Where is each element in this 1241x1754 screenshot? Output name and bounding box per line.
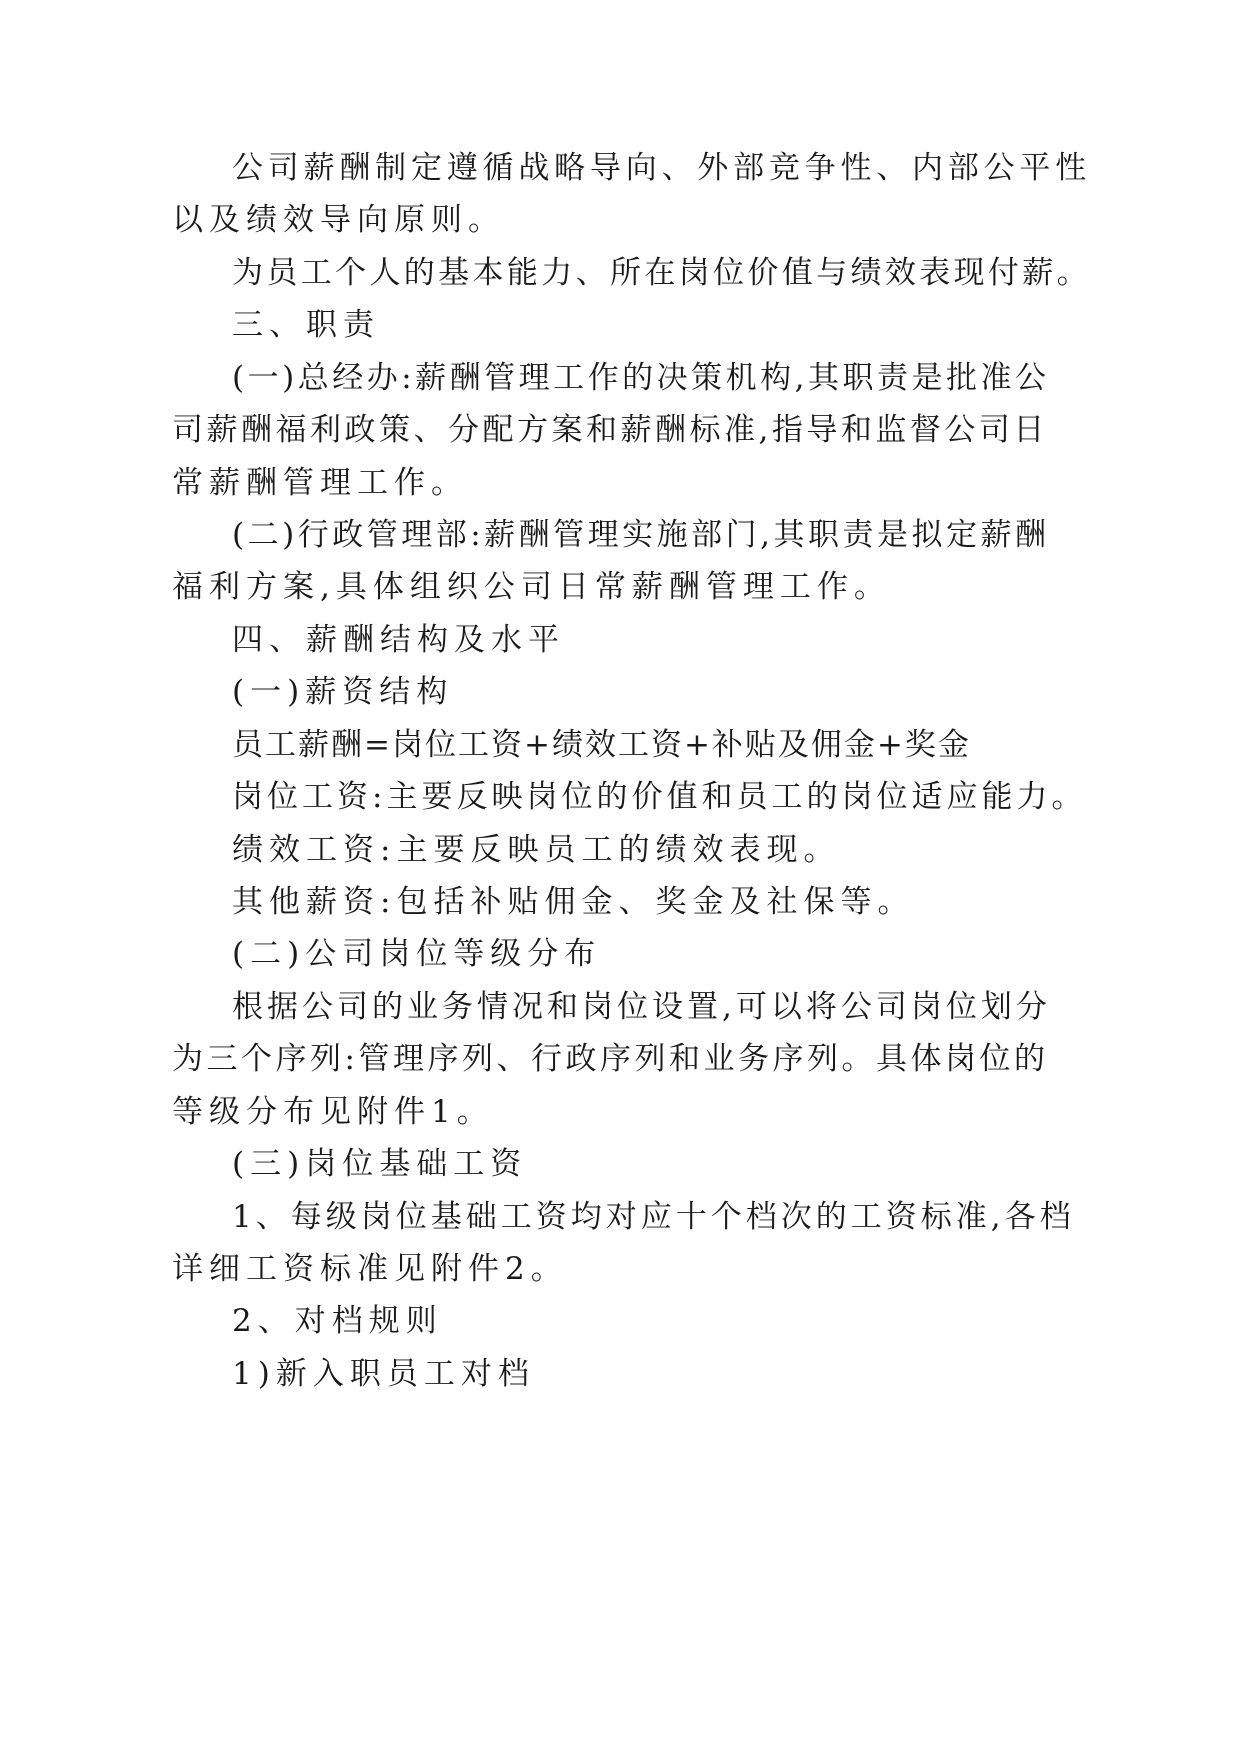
paragraph-line: 1、每级岗位基础工资均对应十个档次的工资标准,各档	[232, 1199, 1075, 1235]
paragraph-line: 司薪酬福利政策、分配方案和薪酬标准,指导和监督公司日	[172, 412, 1048, 448]
paragraph-line: 常薪酬管理工作。	[172, 465, 468, 501]
paragraph-line: 福利方案,具体组织公司日常薪酬管理工作。	[172, 569, 891, 605]
paragraph-line: 其他薪资:包括补贴佣金、奖金及社保等。	[232, 884, 915, 920]
paragraph-line: 以及绩效导向原则。	[172, 202, 505, 238]
paragraph-line: 为员工个人的基本能力、所在岗位价值与绩效表现付薪。	[232, 255, 1091, 291]
paragraph-line: (一)总经办:薪酬管理工作的决策机构,其职责是批准公	[232, 360, 1050, 396]
paragraph-line: 详细工资标准见附件2。	[172, 1251, 568, 1287]
subsection-heading: (二)公司岗位等级分布	[232, 936, 602, 972]
paragraph-line: 员工薪酬=岗位工资+绩效工资+补贴及佣金+奖金	[232, 727, 971, 763]
paragraph-line: 1)新入职员工对档	[232, 1356, 535, 1392]
paragraph-line: 根据公司的业务情况和岗位设置,可以将公司岗位划分	[232, 989, 1051, 1025]
paragraph-line: 等级分布见附件1。	[172, 1094, 494, 1130]
subsection-heading: (一)薪资结构	[232, 674, 454, 710]
paragraph-line: 岗位工资:主要反映岗位的价值和员工的岗位适应能力。	[232, 779, 1087, 815]
subsection-heading: (三)岗位基础工资	[232, 1146, 528, 1182]
section-heading: 三、职责	[232, 307, 380, 343]
paragraph-line: 绩效工资:主要反映员工的绩效表现。	[232, 832, 841, 868]
subsection-heading: 2、对档规则	[232, 1303, 443, 1339]
section-heading: 四、薪酬结构及水平	[232, 622, 565, 658]
paragraph-line: (二)行政管理部:薪酬管理实施部门,其职责是拟定薪酬	[232, 517, 1050, 553]
paragraph-line: 公司薪酬制定遵循战略导向、外部竞争性、内部公平性	[232, 150, 1091, 186]
paragraph-line: 为三个序列:管理序列、行政序列和业务序列。具体岗位的	[172, 1041, 1049, 1077]
